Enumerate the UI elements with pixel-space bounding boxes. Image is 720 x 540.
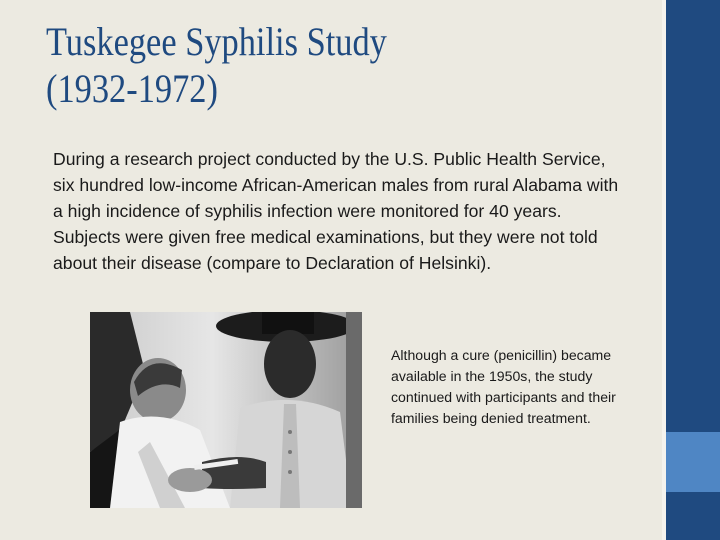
title-line-1: Tuskegee Syphilis Study — [46, 19, 387, 64]
slide-title — [46, 18, 562, 112]
photo-caption: Although a cure (penicillin) became available in the 1950s, the study continued with participants and their families being denied treatment. — [391, 347, 616, 426]
body-paragraph: During a research project conducted by the U.S. Public Health Service, six hundred low-income African-American males from rural Alabama with a high incidence of syphilis infection were monitored for 40 years. Subjects were given free medical examinations, but they were not told about their disease (compare to Declaration of Helsinki). — [53, 149, 619, 273]
side-bar-accent — [666, 432, 720, 492]
photo-illustration — [90, 312, 362, 508]
historical-photo — [90, 312, 362, 508]
title-line-2: (1932-1972) — [46, 66, 218, 111]
side-bar — [666, 0, 720, 540]
